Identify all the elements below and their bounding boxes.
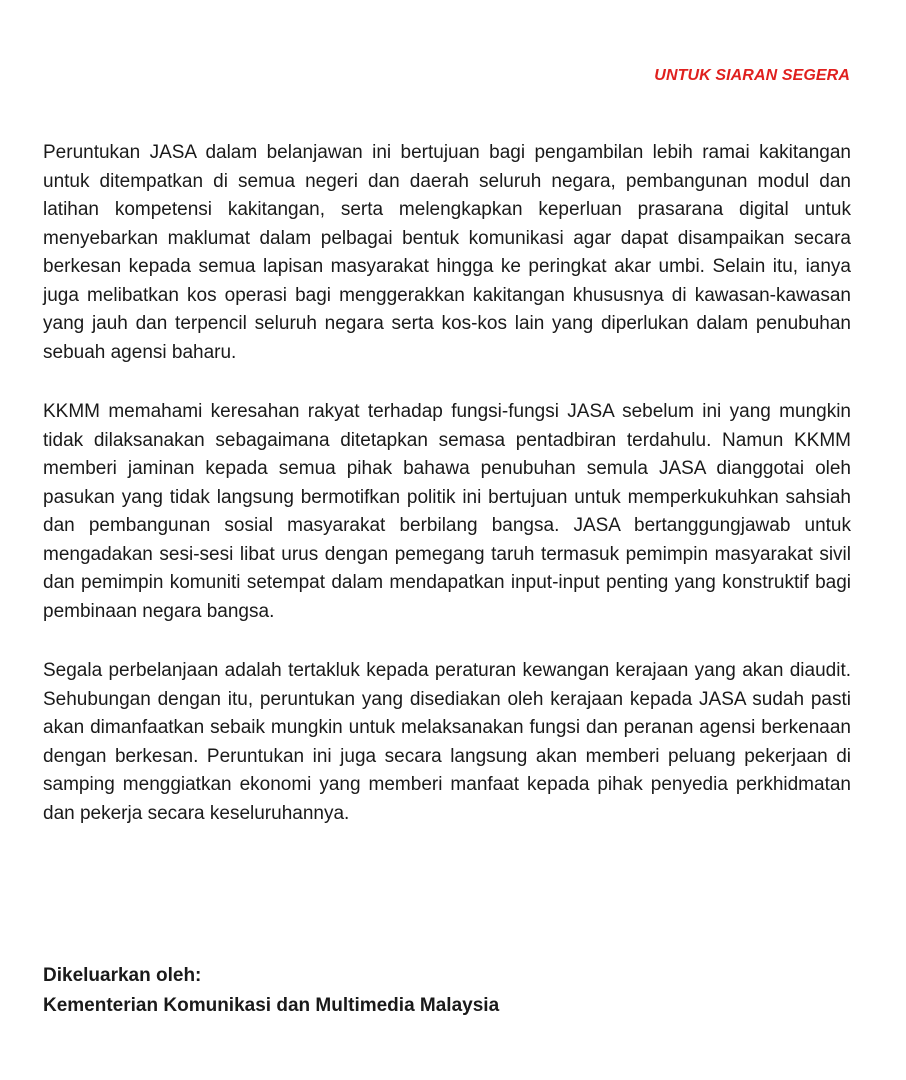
paragraph-expenditure: Segala perbelanjaan adalah tertakluk kepada peraturan kewangan kerajaan yang akan diaudit. Sehubungan dengan itu, peruntukan yang disediakan oleh kerajaan kepada JASA sudah pasti akan dimanfaatkan sebaik mungkin untuk melaksanakan fungsi dan peranan agensi berkenaan dengan berkesan. Peruntukan ini juga secara langsung akan memberi peluang pekerjaan di samping menggiatkan ekonomi yang memberi manfaat kepada pihak penyedia perkhidmatan dan pekerja secara keseluruhannya. (43, 660, 851, 824)
paragraph-allocation: Peruntukan JASA dalam belanjawan ini bertujuan bagi pengambilan lebih ramai kakitangan untuk ditempatkan di semua negeri dan daerah seluruh negara, pembangunan modul dan latihan kompetensi kakitangan, serta melengkapkan keperluan prasarana digital untuk menyebarkan maklumat dalam pelbagai bentuk komunikasi agar dapat disampaikan secara berkesan kepada semua lapisan masyarakat hingga ke peringkat akar umbi. Selain itu, ianya juga melibatkan kos operasi bagi menggerakkan kakitangan khususnya di kawasan-kawasan yang jauh dan terpencil seluruh negara serta kos-kos lain yang diperlukan dalam penubuhan sebuah agensi baharu. (43, 142, 851, 363)
ministry-name: Kementerian Komunikasi dan Multimedia Malaysia (43, 995, 500, 1016)
paragraph-kkmm-assurance: KKMM memahami keresahan rakyat terhadap fungsi-fungsi JASA sebelum ini yang mungkin tidak dilaksanakan sebagaimana ditetapkan semasa pentadbiran terdahulu. Namun KKMM memberi jaminan kepada semua pihak bahawa penubuhan semula JASA dianggotai oleh pasukan yang tidak langsung bermotifkan politik ini bertujuan untuk memperkukuhkan sahsiah dan pembangunan sosial masyarakat berbilang bangsa. JASA bertanggungjawab untuk mengadakan sesi-sesi libat urus dengan pemegang taruh termasuk pemimpin masyarakat sivil dan pemimpin komuniti setempat dalam mendapatkan input-input penting yang konstruktif bagi pembinaan negara bangsa. (43, 401, 851, 622)
signoff (43, 961, 851, 1021)
issued-by-label: Dikeluarkan oleh: (43, 965, 202, 986)
body-text (43, 139, 851, 859)
release-tag: UNTUK SIARAN SEGERA (654, 67, 850, 84)
